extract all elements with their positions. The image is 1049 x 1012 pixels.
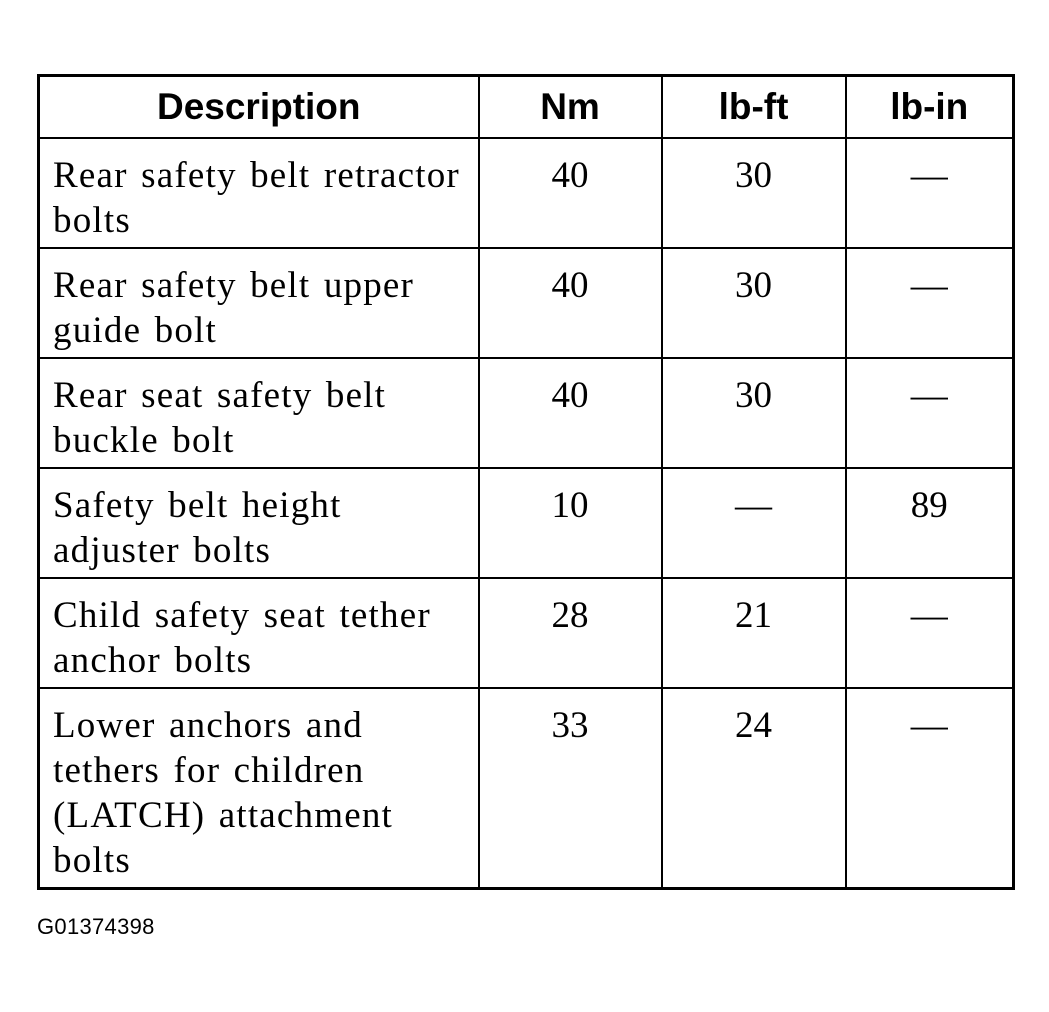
cell-lb-ft: 21 xyxy=(662,578,846,688)
cell-nm: 10 xyxy=(479,468,662,578)
cell-lb-ft: 30 xyxy=(662,358,846,468)
cell-nm: 40 xyxy=(479,138,662,248)
cell-nm: 28 xyxy=(479,578,662,688)
cell-lb-in: — xyxy=(846,358,1014,468)
cell-lb-ft: 30 xyxy=(662,138,846,248)
table-row xyxy=(39,358,1014,468)
torque-spec-table xyxy=(37,74,1015,890)
table-row xyxy=(39,248,1014,358)
cell-description: Lower anchors and tethers for children (LATCH) attachment bolts xyxy=(39,688,479,889)
cell-lb-in: — xyxy=(846,138,1014,248)
cell-lb-ft: 30 xyxy=(662,248,846,358)
table-row xyxy=(39,578,1014,688)
cell-nm: 40 xyxy=(479,248,662,358)
header-nm: Nm xyxy=(479,76,662,139)
table-row xyxy=(39,468,1014,578)
header-lb-in: lb-in xyxy=(846,76,1014,139)
cell-nm: 40 xyxy=(479,358,662,468)
table-row xyxy=(39,138,1014,248)
header-description: Description xyxy=(39,76,479,139)
cell-lb-ft: 24 xyxy=(662,688,846,889)
cell-lb-in: — xyxy=(846,578,1014,688)
cell-lb-in: — xyxy=(846,688,1014,889)
cell-lb-ft: — xyxy=(662,468,846,578)
cell-description: Rear safety belt upper guide bolt xyxy=(39,248,479,358)
cell-description: Child safety seat tether anchor bolts xyxy=(39,578,479,688)
table-header-row xyxy=(39,76,1014,139)
cell-lb-in: — xyxy=(846,248,1014,358)
figure-code: G01374398 xyxy=(37,914,155,939)
header-lb-ft: lb-ft xyxy=(662,76,846,139)
cell-nm: 33 xyxy=(479,688,662,889)
cell-lb-in: 89 xyxy=(846,468,1014,578)
cell-description: Rear safety belt retractor bolts xyxy=(39,138,479,248)
cell-description: Rear seat safety belt buckle bolt xyxy=(39,358,479,468)
table-row xyxy=(39,688,1014,889)
cell-description: Safety belt height adjuster bolts xyxy=(39,468,479,578)
